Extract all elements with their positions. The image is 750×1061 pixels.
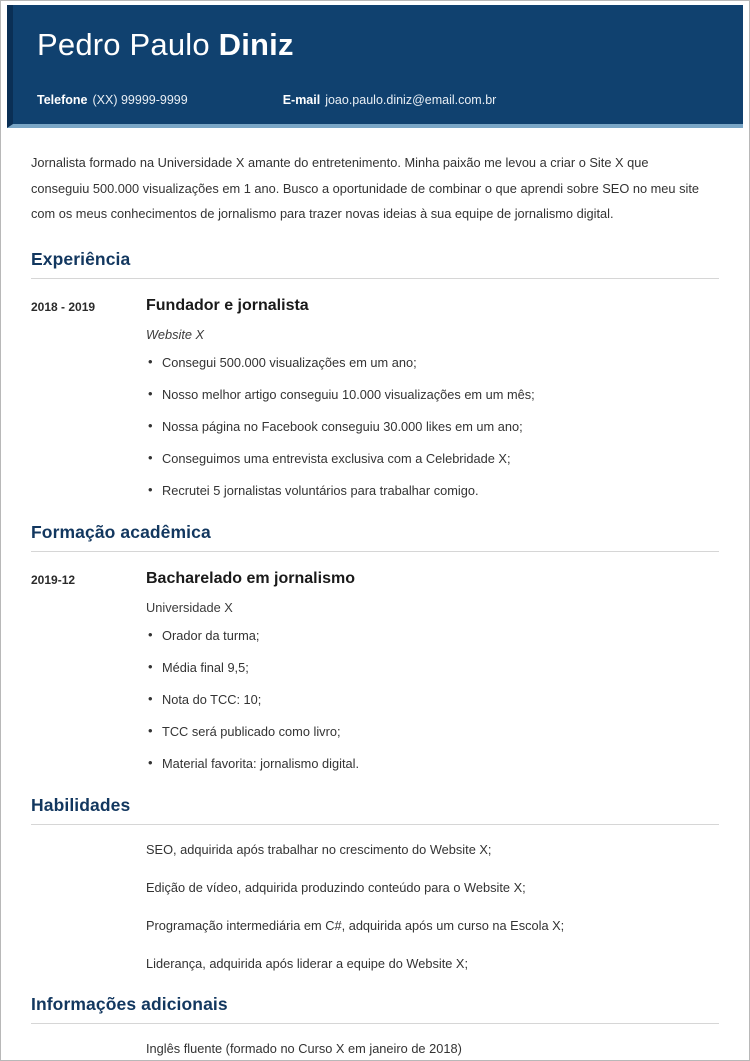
contact-row bbox=[37, 93, 496, 107]
section-title-experience: Experiência bbox=[31, 248, 131, 269]
resume-body bbox=[1, 150, 749, 1058]
education-bullet-list bbox=[146, 627, 719, 773]
contact-phone-label: Telefone bbox=[37, 93, 88, 107]
list-item: Programação intermediária em C#, adquirida após um curso na Escola X; bbox=[146, 917, 565, 933]
contact-phone bbox=[37, 93, 188, 107]
list-item: • Média final 9,5; bbox=[146, 659, 719, 677]
section-education bbox=[31, 522, 719, 773]
section-title-skills: Habilidades bbox=[31, 794, 131, 815]
section-additional-information bbox=[31, 994, 719, 1058]
list-item: • Material favorita: jornalismo digital. bbox=[146, 755, 719, 773]
list-item: SEO, adquirida após trabalhar no crescimento do Website X; bbox=[146, 841, 492, 857]
contact-email bbox=[283, 93, 497, 107]
education-entry-degree: Bacharelado em jornalismo bbox=[146, 569, 355, 587]
professional-summary: Jornalista formado na Universidade X amante do entretenimento. Minha paixão me levou a criar o Site X que conseguiu 500.000 visualizações em 1 ano. Busco a oportunidade de combinar o que aprendi sobre SEO no meu site com os meus conhecimentos de jornalismo para trazer novas ideias à sua equipe de jornalismo digital. bbox=[31, 155, 700, 222]
list-item: • Consegui 500.000 visualizações em um ano; bbox=[146, 354, 719, 372]
contact-phone-value: (XX) 99999-9999 bbox=[92, 93, 188, 107]
list-item: Edição de vídeo, adquirida produzindo conteúdo para o Website X; bbox=[146, 879, 526, 895]
candidate-last-name: Diniz bbox=[218, 27, 294, 62]
section-experience bbox=[31, 249, 719, 500]
list-item: • Orador da turma; bbox=[146, 627, 719, 645]
education-entry-institution: Universidade X bbox=[146, 600, 233, 616]
list-item: Inglês fluente (formado no Curso X em janeiro de 2018) bbox=[146, 1041, 462, 1057]
experience-bullet-list bbox=[146, 354, 719, 500]
section-divider bbox=[31, 551, 719, 552]
list-item: • Nota do TCC: 10; bbox=[146, 691, 719, 709]
resume-header bbox=[7, 5, 743, 128]
experience-entry bbox=[31, 295, 719, 500]
education-entry-main bbox=[146, 568, 719, 773]
list-item: • Nosso melhor artigo conseguiu 10.000 visualizações em um mês; bbox=[146, 386, 719, 404]
section-divider bbox=[31, 1023, 719, 1024]
contact-email-label: E-mail bbox=[282, 93, 321, 107]
section-skills bbox=[31, 795, 719, 973]
list-item: • Nossa página no Facebook conseguiu 30.000 likes em um ano; bbox=[146, 418, 719, 436]
list-item: • Recrutei 5 jornalistas voluntários para trabalhar comigo. bbox=[146, 482, 719, 500]
education-entry-date: 2019-12 bbox=[31, 572, 76, 587]
candidate-first-names: Pedro Paulo bbox=[37, 27, 219, 62]
experience-entry-organization: Website X bbox=[146, 327, 205, 343]
skills-list bbox=[31, 841, 719, 973]
experience-entry-main bbox=[146, 295, 719, 500]
section-title-additional-information: Informações adicionais bbox=[31, 994, 228, 1015]
list-item: • TCC será publicado como livro; bbox=[146, 723, 719, 741]
section-divider bbox=[31, 278, 719, 279]
experience-entry-role: Fundador e jornalista bbox=[146, 296, 309, 314]
candidate-name bbox=[37, 27, 294, 63]
contact-email-value: joao.paulo.diniz@email.com.br bbox=[325, 93, 497, 107]
header-content bbox=[13, 5, 743, 124]
education-entry bbox=[31, 568, 719, 773]
additional-information-list bbox=[31, 1040, 719, 1058]
list-item: Liderança, adquirida após liderar a equipe do Website X; bbox=[146, 955, 469, 971]
section-divider bbox=[31, 824, 719, 825]
section-title-education: Formação acadêmica bbox=[31, 521, 211, 542]
experience-entry-date: 2018 - 2019 bbox=[31, 299, 96, 314]
list-item: • Conseguimos uma entrevista exclusiva com a Celebridade X; bbox=[146, 450, 719, 468]
